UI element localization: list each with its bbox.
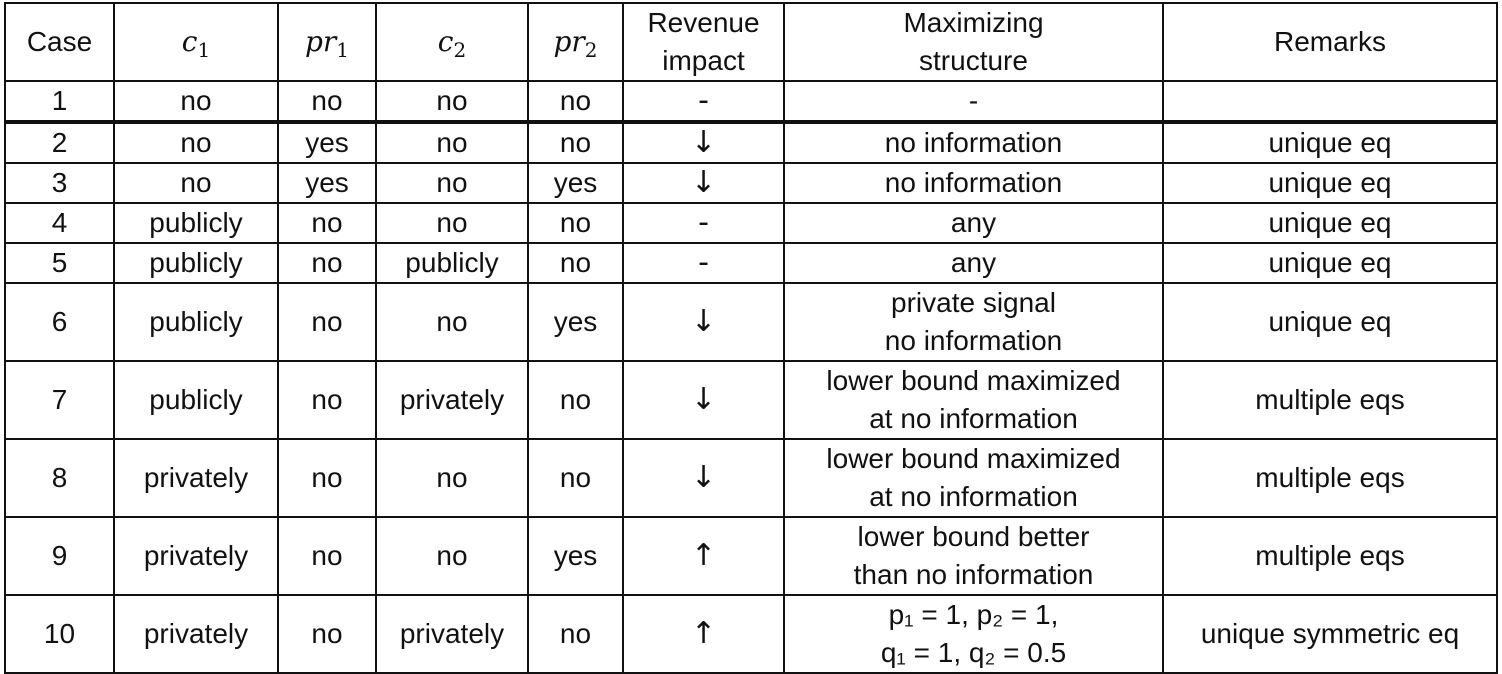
revenue-impact-cell: ↓	[623, 283, 784, 361]
revenue-impact-cell: -	[623, 203, 784, 243]
pr2-cell: no	[528, 361, 623, 439]
c1-cell: publicly	[114, 361, 278, 439]
c1-cell: publicly	[114, 243, 278, 283]
case-cell: 10	[5, 595, 114, 673]
pr1-cell: no	[278, 595, 376, 673]
remarks-cell: unique eq	[1163, 283, 1497, 361]
revenue-impact-cell: ↓	[623, 361, 784, 439]
pr1-cell: no	[278, 81, 376, 122]
table-row	[5, 595, 1497, 673]
remarks-cell: unique eq	[1163, 122, 1497, 163]
c2-cell: publicly	[376, 243, 528, 283]
revenue-impact-cell: ↓	[623, 122, 784, 163]
c2-cell: no	[376, 122, 528, 163]
header-c1: $c_1$	[114, 3, 278, 81]
header-case: Case	[5, 3, 114, 81]
maximizing-structure-cell: any	[784, 203, 1163, 243]
revenue-impact-cell: ↑	[623, 595, 784, 673]
case-cell: 1	[5, 81, 114, 122]
pr2-cell: no	[528, 439, 623, 517]
table-row	[5, 163, 1497, 203]
pr1-cell: no	[278, 439, 376, 517]
header-pr2: $pr_2$	[528, 3, 623, 81]
remarks-cell	[1163, 81, 1497, 122]
c1-cell: privately	[114, 517, 278, 595]
case-cell: 4	[5, 203, 114, 243]
header-c2: $c_2$	[376, 3, 528, 81]
table-row	[5, 517, 1497, 595]
maximizing-structure-cell: no information	[784, 122, 1163, 163]
case-cell: 6	[5, 283, 114, 361]
maximizing-structure-cell: no information	[784, 163, 1163, 203]
case-cell: 2	[5, 122, 114, 163]
revenue-impact-cell: -	[623, 81, 784, 122]
c2-cell: privately	[376, 595, 528, 673]
pr1-cell: no	[278, 283, 376, 361]
c2-cell: no	[376, 283, 528, 361]
maximizing-structure-cell: -	[784, 81, 1163, 122]
case-cell: 3	[5, 163, 114, 203]
pr1-cell: no	[278, 243, 376, 283]
header-maximizing-structure: Maximizing structure	[784, 3, 1163, 81]
c1-cell: no	[114, 163, 278, 203]
remarks-cell: multiple eqs	[1163, 361, 1497, 439]
c1-cell: publicly	[114, 203, 278, 243]
pr1-cell: no	[278, 203, 376, 243]
remarks-cell: unique eq	[1163, 203, 1497, 243]
pr2-cell: yes	[528, 517, 623, 595]
case-cell: 5	[5, 243, 114, 283]
case-cell: 9	[5, 517, 114, 595]
header-remarks: Remarks	[1163, 3, 1497, 81]
pr1-cell: no	[278, 517, 376, 595]
table-row	[5, 122, 1497, 163]
c2-cell: no	[376, 163, 528, 203]
case-cell: 8	[5, 439, 114, 517]
maximizing-structure-cell: lower bound maximized at no information	[784, 439, 1163, 517]
c2-cell: no	[376, 81, 528, 122]
table-row	[5, 243, 1497, 283]
table-row	[5, 361, 1497, 439]
remarks-cell: unique eq	[1163, 163, 1497, 203]
c2-cell: no	[376, 203, 528, 243]
c2-cell: no	[376, 439, 528, 517]
c1-cell: privately	[114, 595, 278, 673]
pr2-cell: no	[528, 81, 623, 122]
revenue-impact-cell: ↑	[623, 517, 784, 595]
pr1-cell: no	[278, 361, 376, 439]
pr2-cell: no	[528, 122, 623, 163]
revenue-impact-cell: ↓	[623, 163, 784, 203]
table-row	[5, 203, 1497, 243]
c1-cell: privately	[114, 439, 278, 517]
pr2-cell: no	[528, 203, 623, 243]
maximizing-structure-cell: any	[784, 243, 1163, 283]
table-row	[5, 439, 1497, 517]
pr1-cell: yes	[278, 122, 376, 163]
maximizing-structure-cell: lower bound maximized at no information	[784, 361, 1163, 439]
remarks-cell: multiple eqs	[1163, 439, 1497, 517]
revenue-impact-cell: -	[623, 243, 784, 283]
case-cell: 7	[5, 361, 114, 439]
remarks-cell: unique eq	[1163, 243, 1497, 283]
table-body	[5, 81, 1497, 673]
header-row	[5, 3, 1497, 81]
c1-cell: no	[114, 122, 278, 163]
maximizing-structure-cell: lower bound better than no information	[784, 517, 1163, 595]
results-table	[4, 2, 1498, 674]
c2-cell: no	[376, 517, 528, 595]
pr2-cell: no	[528, 243, 623, 283]
pr2-cell: yes	[528, 163, 623, 203]
maximizing-structure-cell: p₁ = 1, p₂ = 1, q₁ = 1, q₂ = 0.5	[784, 595, 1163, 673]
remarks-cell: multiple eqs	[1163, 517, 1497, 595]
maximizing-structure-cell: private signal no information	[784, 283, 1163, 361]
c2-cell: privately	[376, 361, 528, 439]
pr1-cell: yes	[278, 163, 376, 203]
c1-cell: publicly	[114, 283, 278, 361]
pr2-cell: no	[528, 595, 623, 673]
revenue-impact-cell: ↓	[623, 439, 784, 517]
c1-cell: no	[114, 81, 278, 122]
header-pr1: $pr_1$	[278, 3, 376, 81]
pr2-cell: yes	[528, 283, 623, 361]
table-row	[5, 283, 1497, 361]
table-row	[5, 81, 1497, 122]
header-revenue-impact: Revenue impact	[623, 3, 784, 81]
remarks-cell: unique symmetric eq	[1163, 595, 1497, 673]
